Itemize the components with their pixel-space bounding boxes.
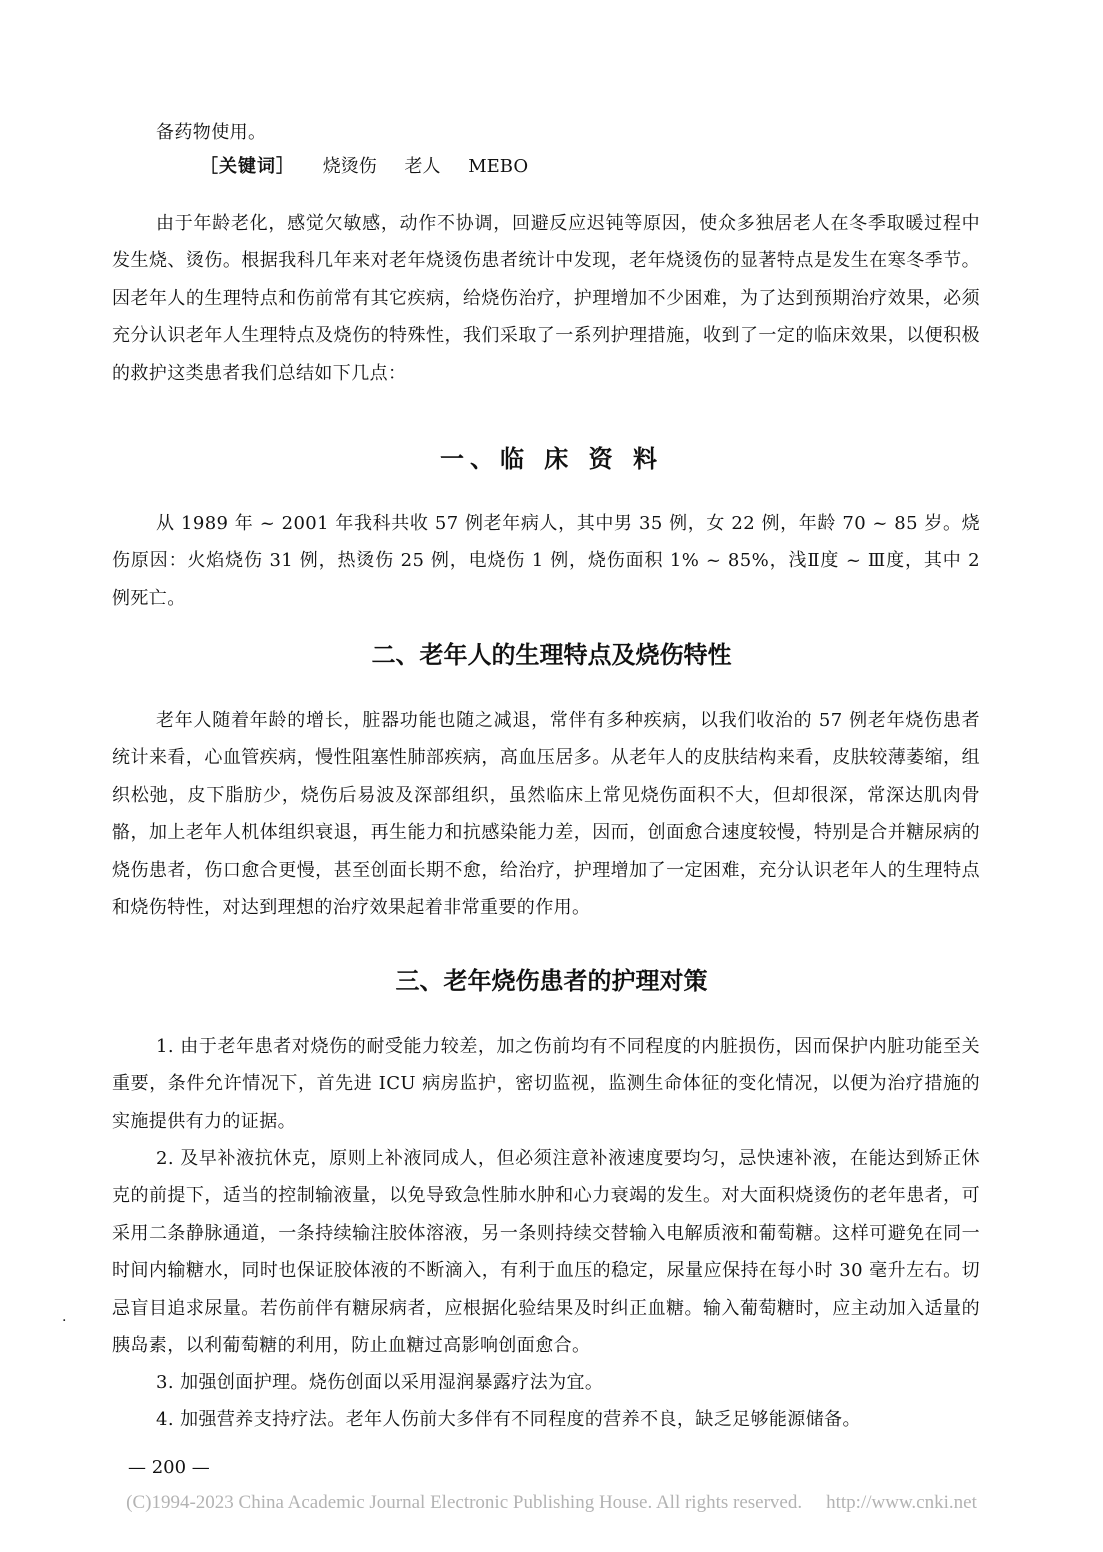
section-heading-clinical-data: 一、临 床 资 料 — [439, 445, 664, 473]
keywords-label: ［关键词］ — [200, 156, 295, 177]
keywords-line — [200, 154, 528, 180]
footer-url: http://www.cnki.net — [826, 1492, 977, 1513]
section-1-paragraph: 从 1989 年 ~ 2001 年我科共收 57 例老年病人，其中男 35 例，女 22 例，年龄 70 ~ 85 岁。烧伤原因：火焰烧伤 31 例，热烫伤 25 例，电烧伤 1 例，烧伤面积 1% ~ 85%，浅Ⅱ度 ~ Ⅲ度，其中 2 例死亡。 — [112, 513, 980, 609]
page-number: — 200 — — [128, 1457, 210, 1478]
stray-mark: . — [62, 1309, 67, 1325]
keyword-item: 老人 — [404, 156, 441, 177]
copyright-text: (C)1994-2023 China Academic Journal Electronic Publishing House. All rights reserved. — [126, 1492, 803, 1513]
section-2-paragraph: 老年人随着年龄的增长，脏器功能也随之减退，常伴有多种疾病，以我们收治的 57 例老年烧伤患者统计来看，心血管疾病，慢性阻塞性肺部疾病，高血压居多。从老年人的皮肤结构来看，皮肤较薄萎缩，组织松弛，皮下脂肪少，烧伤后易波及深部组织，虽然临床上常见烧伤面积不大，但却很深，常深达肌肉骨骼，加上老年人机体组织衰退，再生能力和抗感染能力差，因而，创面愈合速度较慢，特别是合并糖尿病的烧伤患者，伤口愈合更慢，甚至创面长期不愈，给治疗，护理增加了一定困难，充分认识老年人的生理特点和烧伤特性，对达到理想的治疗效果起着非常重要的作用。 — [112, 710, 980, 919]
intro-paragraph: 由于年龄老化，感觉欠敏感，动作不协调，回避反应迟钝等原因，使众多独居老人在冬季取暖过程中发生烧、烫伤。根据我科几年来对老年烧烫伤患者统计中发现，老年烧烫伤的显著特点是发生在寒冬季节。因老年人的生理特点和伤前常有其它疾病，给烧伤治疗，护理增加不少困难，为了达到预期治疗效果，必须充分认识老年人生理特点及烧伤的特殊性，我们采取了一系列护理措施，收到了一定的临床效果，以便积极的救护这类患者我们总结如下几点： — [112, 213, 980, 384]
section-3-item-1: 1. 由于老年患者对烧伤的耐受能力较差，加之伤前均有不同程度的内脏损伤，因而保护内脏功能至关重要，条件允许情况下，首先进 ICU 病房监护，密切监视，监测生命体征的变化情况，以便为治疗措施的实施提供有力的证据。 — [112, 1036, 980, 1132]
section-3-item-3: 3. 加强创面护理。烧伤创面以采用湿润暴露疗法为宜。 — [156, 1372, 604, 1393]
copyright-footer — [0, 1490, 1103, 1516]
section-heading-physiology: 二、老年人的生理特点及烧伤特性 — [371, 641, 732, 669]
section-3-item-4: 4. 加强营养支持疗法。老年人伤前大多伴有不同程度的营养不良，缺乏足够能源储备。 — [156, 1409, 861, 1430]
section-heading-nursing: 三、老年烧伤患者的护理对策 — [395, 967, 708, 995]
keyword-item: MEBO — [468, 156, 529, 177]
keyword-item: 烧烫伤 — [322, 156, 377, 177]
section-3-item-2: 2. 及早补液抗休克，原则上补液同成人，但必须注意补液速度要均匀，忌快速补液，在能达到矫正休克的前提下，适当的控制输液量，以免导致急性肺水肿和心力衰竭的发生。对大面积烧烫伤的老年患者，可采用二条静脉通道，一条持续输注胶体溶液，另一条则持续交替输入电解质液和葡萄糖。这样可避免在同一时间内输糖水，同时也保证胶体液的不断滴入，有利于血压的稳定，尿量应保持在每小时 30 毫升左右。切忌盲目追求尿量。若伤前伴有糖尿病者，应根据化验结果及时纠正血糖。输入葡萄糖时，应主动加入适量的胰岛素，以利葡萄糖的利用，防止血糖过高影响创面愈合。 — [112, 1148, 980, 1357]
abstract-fragment-line: 备药物使用。 — [156, 122, 267, 143]
